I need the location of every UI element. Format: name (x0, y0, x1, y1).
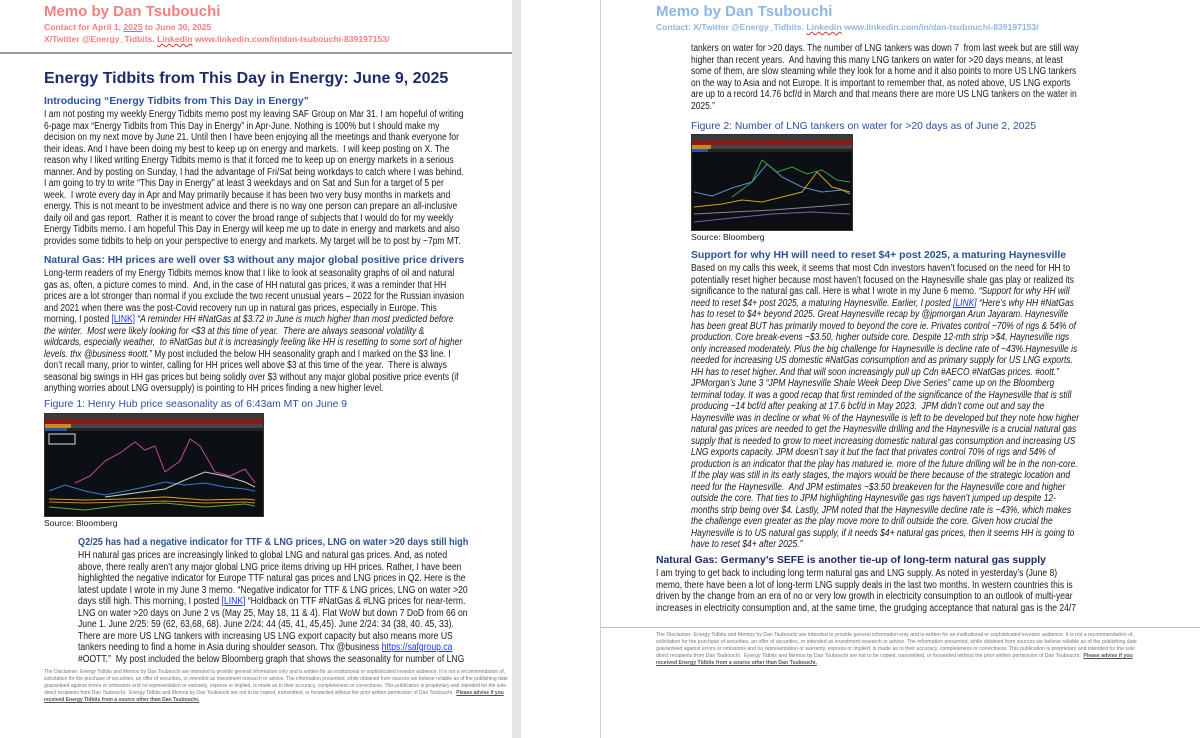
haynesville-link[interactable]: [LINK] (953, 297, 977, 309)
section-body-intro: I am not posting my weekly Energy Tidbits memo post my leaving SAF Group on Mar 31. I am hopeful of writing 6-page max “Energy Tidbits from This Day in Energy” in Apr-June. Nothing is 100% but I should make my decision on my next move by June 21. Until then I have been enjoying all the meetings and thank everyone for their ideas. And I have been doing my best to keep up on energy and markets. I will keep posting on X. The reason why I liked writing Energy Tidbits memo is that it forced me to keep up on energy markets in a serious manner. And by posting on Sunday, I had the advantage of Fri/Sat being workdays to catch where I was behind. I am going to try to write “This Day in Energy” at least 3 weekdays and on Sat and Sun for a target of 5 per week. I wrote every day in Apr and May primarily because it has been two very busy months in markets and energy. This is not meant to be investment advice and there is no way one person can prepare an all-inclusive daily oil and gas report. Rather it is meant to cover the broad range of subjects that I would do for my weekly Energy Tidbits memo. I am hopeful This Day in Energy will keep me up to date in energy and markets and also provides some tidbits to help on your perspective to energy and markets. My target will be to post by ~7pm MT. (44, 109, 464, 247)
footer-divider (601, 627, 1200, 628)
linkedin-label: Linkedin (157, 34, 193, 44)
contact-suffix: to June 30, 2025 (142, 22, 212, 32)
document-page-left (0, 0, 512, 738)
figure-1-chart-image (44, 413, 264, 517)
section-body-haynesville (691, 263, 1079, 551)
memo-contact-dates (44, 21, 211, 33)
disclaimer-advise: Please advise if you received Energy Tidbits from a source other than Dan Tsubouchi. (44, 689, 504, 703)
haynesville-quote-1: “Support for why HH will need to reset $4+ post 2025, a maturing Haynesville. Earlier, I posted (691, 286, 1070, 309)
disclaimer-text: The Disclaimer: Energy Tidbits and Memos by Dan Tsubouchi are intended to provide general information only and is written for an institutional or sophisticated investor audience. It is not a recommendation of, solicitation for the purchase of securities, an offer of securities, or intended as investment research or advice. The information presented, while obtained from sources we believe reliable as of the publishing date guaranteed against errors or omissions and no representation or warranty, express or implied, is made as to their accuracy, completeness or correctness. This publication is proprietary and intended for the sole direct recipients from Dan Tsubouchi. Energy Tidbits and Memos by Dan Tsubouchi are not to be copied, transmitted, or forwarded without the prior written permission of Dan Tsubouchi. (44, 669, 508, 696)
q2-text-1: HH natural gas prices are increasingly linked to global LNG and natural gas prices. And, as noted above, there really aren’t any major global LNG price items driving up HH prices. Rather, I have been highlighted the negative indicator for Europe TTF natural gas prices and LNG prices in Q2. Here is the latest update I wrote in my June 3 memo. “Negative indicator for TTF & LNG prices, LNG on water >20 days still high. This morning, I posted (78, 550, 468, 607)
natgas-text-1: Long-term readers of my Energy Tidbits memos know that I like to look at seasonality graphs of oil and natural gas as, often, a picture comes to mind. And, in the case of HH natural gas prices, it was a reminder that HH prices are a lot stronger than normal if you exclude the two recent unusual years – 2022 for the Russian invasion and 2021 when there was the post-Covid recovery run up in natural gas prices, especially in Europe. This morning, I posted (44, 268, 465, 325)
natgas-link[interactable]: [LINK] (111, 314, 135, 325)
memo-contact-right (656, 21, 1039, 33)
disclaimer-left (44, 669, 508, 704)
continued-text: tankers on water for >20 days. The number of LNG tankers was down 7 from last week but are still way higher than recent years. And having this many LNG tankers on water for >20 days means, at least some of them, are slow steaming while they look for a home and it also points to more US LNG tankers on the way to Asia and not Europe. It is important to remember that, as noted above, US LNG exports are up to a record 14.76 bcf/d in March and that means there are more US LNG tankers on the water in 2025.” (691, 43, 1079, 112)
haynesville-quote-2: “Here’s why HH #NatGas has to reset to $4+ beyond 2025. Great Haynesville recap by @jpmorgan Arun Jayaram. Haynesville has been great BUT has primarily moved to beyond the core ie. Privates control ~70% of rigs & 54% of production. Core break-evens ~$3.50, higher outside core. Despite 12-mth strip >$4, Haynesville rigs only increased moderately. Plus the big challenge for Haynesville is decline rate of ~43%.Haynesville is needed for increasing US domestic #NatGas consumption and as primary supply for US LNG exports. HH has to reset higher. And that will soon increasingly pull up Cdn #AECO #NatGas prices. #oott.” JPMorgan’s June 3 “JPM Haynesville Shale Week Deep Dive Series” came up on the Bloomberg terminal today. It was a good recap that first reminded of the significance of the Haynesville that is still producing ~14 bcf/d after peaking at 17.6 bcf/d in May 2023. JPM didn’t come out and say the Haynesville was in decline or what % of the Haynesville is left to be developed but they note how higher natural gas prices are needed to get the Haynesville drilling and the Haynesville is a crucial natural gas supply that is needed to grow to meet increasing domestic natural gas consumption and increasing US LNG exports capacity. JPM doesn’t say it but the fact that privates control 70% of rigs and 54% of production is an indicator that the play has matured ie. more of the future drilling will be in the non-core. If the play was still in its early stages, the majors would be there because of the strategic location and need for the Haynesville. And JPM estimates ~$3.50 breakeven for the Haynesville core and higher outside the core. That ties to JPM highlighting Haynesville gas rigs haven’t jumped up despite 12- months strip being over $4. Lastly, JPM noted that the Haynesville decline rate is ~43%, which makes the challenge even greater as the play move more to drill outside the core. Given how crucial the Haynesville is to US natural gas supply, if it needs $4+ natural gas prices, then it seems HH is going to have to reset $4+ after 2025.” (691, 297, 1080, 550)
left-pane-scrollbar[interactable] (512, 0, 521, 738)
linkedin-url-right[interactable]: www.linkedin.com/in/dan-tsubouchi-839197153/ (841, 22, 1039, 32)
natgas-quote: “A reminder HH #NatGas at $3.72 in June is much higher than most predicted before the winter. Most were likely looking for <$3 at this time of year. There are always seasonal volatility & wildcards, especially weather, to #NatGas but it is increasingly feeling like HH is resetting to some sort of higher levels. thx @business #oott.” (44, 314, 463, 360)
twitter-handle: X/Twitter @Energy_Tidbits. (44, 34, 158, 44)
disclaimer-text-right: The Disclaimer: Energy Tidbits and Memos by Dan Tsubouchi are intended to provide general information only and is written for an institutional or sophisticated investor audience. It is not a recommendation of, solicitation for the purchase of securities, an offer of securities, or intended as investment research or advice. The information presented, while obtained from sources we believe reliable as of the publishing date guaranteed against errors or omissions and no representation or warranty, express or implied, is made as to their accuracy, completeness or correctness. This publication is proprietary and intended for the sole direct recipients from Dan Tsubouchi. Energy Tidbits and Memos by Dan Tsubouchi are not to be copied, transmitted, or forwarded without the prior written permission of Dan Tsubouchi. (656, 632, 1137, 659)
figure-1-source: Source: Bloomberg (44, 518, 118, 528)
figure-2-chart-image (691, 134, 853, 231)
section-heading-intro: Introducing “Energy Tidbits from This Day in Energy” (44, 96, 309, 107)
document-title: Energy Tidbits from This Day in Energy: June 9, 2025 (44, 70, 449, 87)
section-body-natgas (44, 268, 464, 395)
disclaimer-right (656, 632, 1137, 667)
section-heading-sefe: Natural Gas: Germany’s SEFE is another tie-up of long-term natural gas supply (656, 555, 1046, 566)
document-page-right (600, 0, 1200, 738)
linkedin-url[interactable]: www.linkedin.com/in/dan-tsubouchi-839197153/ (192, 34, 390, 44)
figure-1-caption: Figure 1: Henry Hub price seasonality as of 6:43am MT on June 9 (44, 399, 348, 410)
section-body-sefe: I am trying to get back to including long term natural gas and LNG supply. As noted in yesterday’s (June 8) memo, there have been a lot of long-term LNG supply deals in the last two months. In western countries this is driven by the change from an era of no or very low growth in electricity consumption to an outlook of multi-year increases in electricity consumption and, at the same time, the grudging acceptance that natural gas is the 24/7 (656, 568, 1076, 614)
disclaimer-advise-right: Please advise if you received Energy Tidbits from a source other than Dan Tsubouchi. (656, 652, 1133, 666)
q2-text-3: #OOTT.” My post included the below Bloomberg graph that shows the seasonality for number of LNG (78, 653, 465, 665)
memo-header-title-right: Memo by Dan Tsubouchi (656, 3, 833, 20)
safgroup-link[interactable]: https://safgroup.ca (381, 642, 453, 653)
haynesville-text: Based on my calls this week, it seems that most Cdn investors haven’t focused on the need for HH to potentially reset higher because most haven’t focused on the Haynesville shale gas play or realized its significance to the natural gas call. Here is what I wrote in my June 6 memo. (691, 263, 1074, 297)
header-divider (0, 52, 512, 54)
figure-2-caption: Figure 2: Number of LNG tankers on water for >20 days as of June 2, 2025 (691, 121, 1037, 132)
contact-prefix: Contact for April 1, (44, 22, 124, 32)
memo-header-title: Memo by Dan Tsubouchi (44, 3, 221, 20)
contact-twitter: Contact: X/Twitter @Energy_Tidbits. (656, 22, 807, 32)
natgas-text-2: My post included the below HH seasonality graph and I marked on the $3 line. I don’t recall many, prior to winter, calling for HH prices well above $3 at this time of the year. There is always seasonal big swings in HH gas prices but being solidly over $3 without any major global positive price events (if anything worries about LNG oversupply) is pointing to HH prices finding a new higher level. (44, 348, 459, 394)
section-heading-natgas: Natural Gas: HH prices are well over $3 without any major global positive price drivers (44, 255, 465, 266)
section-body-q2 (78, 550, 468, 665)
henry-hub-seasonality-lines (45, 431, 263, 516)
q2-text-2: “Holdback on TTF #NatGas & #LNG prices for near-term. LNG on water >20 days on June 2 vs (May 25, May 18, 11 & 4). Flat WoW but down 7 DoD from 66 on June 1. June 2/25: 59 (62, 63,68, 68). June 2/24: 44 (45, 41, 45,45). June 2/24: 34 (38, 40. 45, 33). There are more US LNG tankers with increasing US LNG export capacity but also means more US tankers needing to find a home in Asia during shoulder season. Thx @business (78, 596, 468, 653)
lng-tankers-lines (692, 152, 852, 230)
memo-contact-social (44, 33, 389, 45)
figure-2-source: Source: Bloomberg (691, 232, 765, 242)
linkedin-label-right: Linkedin (806, 22, 842, 32)
section-heading-q2: Q2/25 has had a negative indicator for TTF & LNG prices, LNG on water >20 days still high (78, 537, 469, 548)
q2-link[interactable]: [LINK] (221, 596, 246, 607)
section-heading-haynesville: Support for why HH will need to reset $4+ post 2025, a maturing Haynesville (691, 250, 1067, 261)
contact-year: 2025 (123, 22, 143, 32)
